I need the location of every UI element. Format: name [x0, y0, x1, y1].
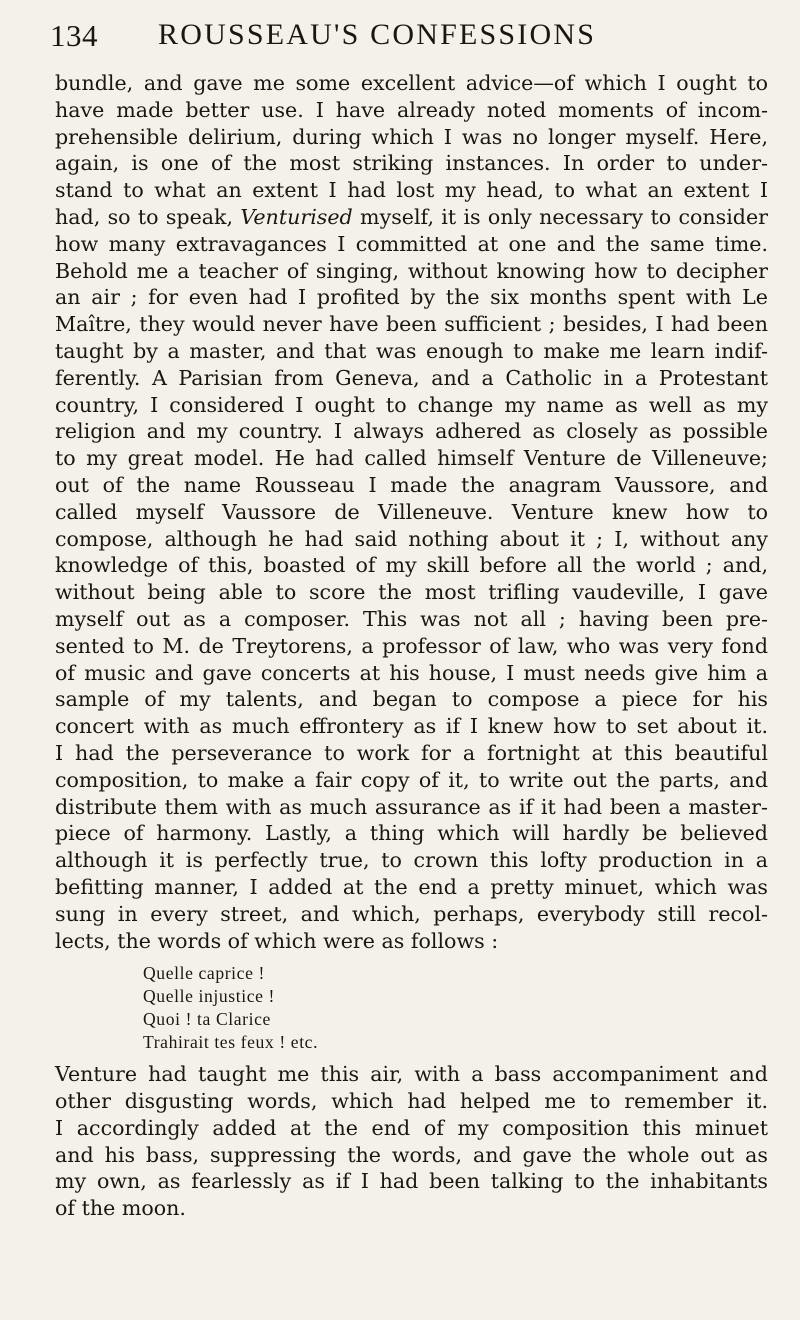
running-title: ROUSSEAU'S CONFESSIONS [158, 18, 597, 51]
text-line: lects, the words of which were as follows : [55, 928, 499, 953]
text-line: prehensible delirium, during which I was no longer myself. Here, [55, 124, 768, 149]
text-line: distribute them with as much assurance as if it had been a master- [55, 794, 768, 819]
book-page [50, 18, 769, 1222]
text-line: country, I considered I ought to change my name as well as my [55, 392, 768, 417]
text-line: of the moon. [55, 1196, 186, 1221]
text-line: and his bass, suppressing the words, and gave the whole out as [55, 1142, 768, 1167]
text-line: an air ; for even had I profited by the six months spent with Le [55, 285, 768, 310]
text-segment: had, so to speak, [55, 204, 234, 229]
text-line: I had the perseverance to work for a fortnight at this beautiful [55, 740, 768, 765]
text-line: Venture had taught me this air, with a bass accompaniment and [55, 1062, 768, 1087]
text-line: of music and gave concerts at his house, I must needs give him a [55, 660, 768, 685]
verse-line: Trahirait tes feux ! etc. [143, 1032, 319, 1053]
text-line: my own, as fearlessly as if I had been talking to the inhabitants [55, 1169, 768, 1194]
text-line: piece of harmony. Lastly, a thing which will hardly be believed [55, 821, 768, 846]
text-line: although it is perfectly true, to crown this lofty production in a [55, 848, 768, 873]
text-line: bundle, and gave me some excellent advice—of which I ought to [55, 71, 768, 95]
text-line-with-italic [55, 204, 768, 231]
verse-block [143, 962, 768, 1054]
text-line: compose, although he had said nothing about it ; I, without any [55, 526, 768, 551]
text-line: sented to M. de Treytorens, a professor of law, who was very fond [55, 633, 768, 658]
text-line: concert with as much effrontery as if I knew how to set about it. [55, 714, 768, 739]
text-line: sung in every street, and which, perhaps, everybody still recol- [55, 901, 768, 926]
text-line: Behold me a teacher of singing, without knowing how to decipher [55, 258, 768, 283]
text-line: knowledge of this, boasted of my skill before all the world ; and, [55, 553, 768, 578]
text-line: without being able to score the most trifling vaudeville, I gave [55, 580, 768, 605]
verse-line: Quelle injustice ! [143, 986, 275, 1007]
text-line: how many extravagances I committed at one and the same time. [55, 231, 768, 256]
text-line: I accordingly added at the end of my composition this minuet [55, 1115, 768, 1140]
text-line: called myself Vaussore de Villeneuve. Venture knew how to [55, 499, 768, 524]
text-line: befitting manner, I added at the end a pretty minuet, which was [55, 874, 768, 899]
text-line: stand to what an extent I had lost my head, to what an extent I [55, 178, 768, 203]
page-number: 134 [50, 18, 98, 53]
text-segment: myself, it is only necessary to consider [360, 204, 769, 229]
verse-line: Quoi ! ta Clarice [143, 1009, 271, 1030]
text-line: religion and my country. I always adhered as closely as possible [55, 419, 768, 444]
paragraph-2 [55, 1061, 768, 1222]
text-line: to my great model. He had called himself Venture de Villeneuve; [55, 446, 768, 471]
text-line: taught by a master, and that was enough to make me learn indif- [55, 338, 768, 363]
text-line: composition, to make a fair copy of it, to write out the parts, and [55, 767, 768, 792]
paragraph-1 [55, 70, 768, 954]
text-line: have made better use. I have already noted moments of incom- [55, 97, 768, 122]
text-line: ferently. A Parisian from Geneva, and a Catholic in a Protestant [55, 365, 768, 390]
text-line: sample of my talents, and began to compose a piece for his [55, 687, 768, 712]
text-line: myself out as a composer. This was not all ; having been pre- [55, 606, 768, 631]
text-line: other disgusting words, which had helped me to remember it. [55, 1089, 768, 1114]
text-line: out of the name Rousseau I made the anagram Vaussore, and [55, 472, 768, 497]
text-line: Maître, they would never have been sufficient ; besides, I had been [55, 312, 768, 337]
italic-word: Venturised [240, 204, 353, 229]
text-line: again, is one of the most striking instances. In order to under- [55, 151, 768, 176]
verse-line: Quelle caprice ! [143, 963, 265, 984]
running-head [50, 18, 768, 62]
